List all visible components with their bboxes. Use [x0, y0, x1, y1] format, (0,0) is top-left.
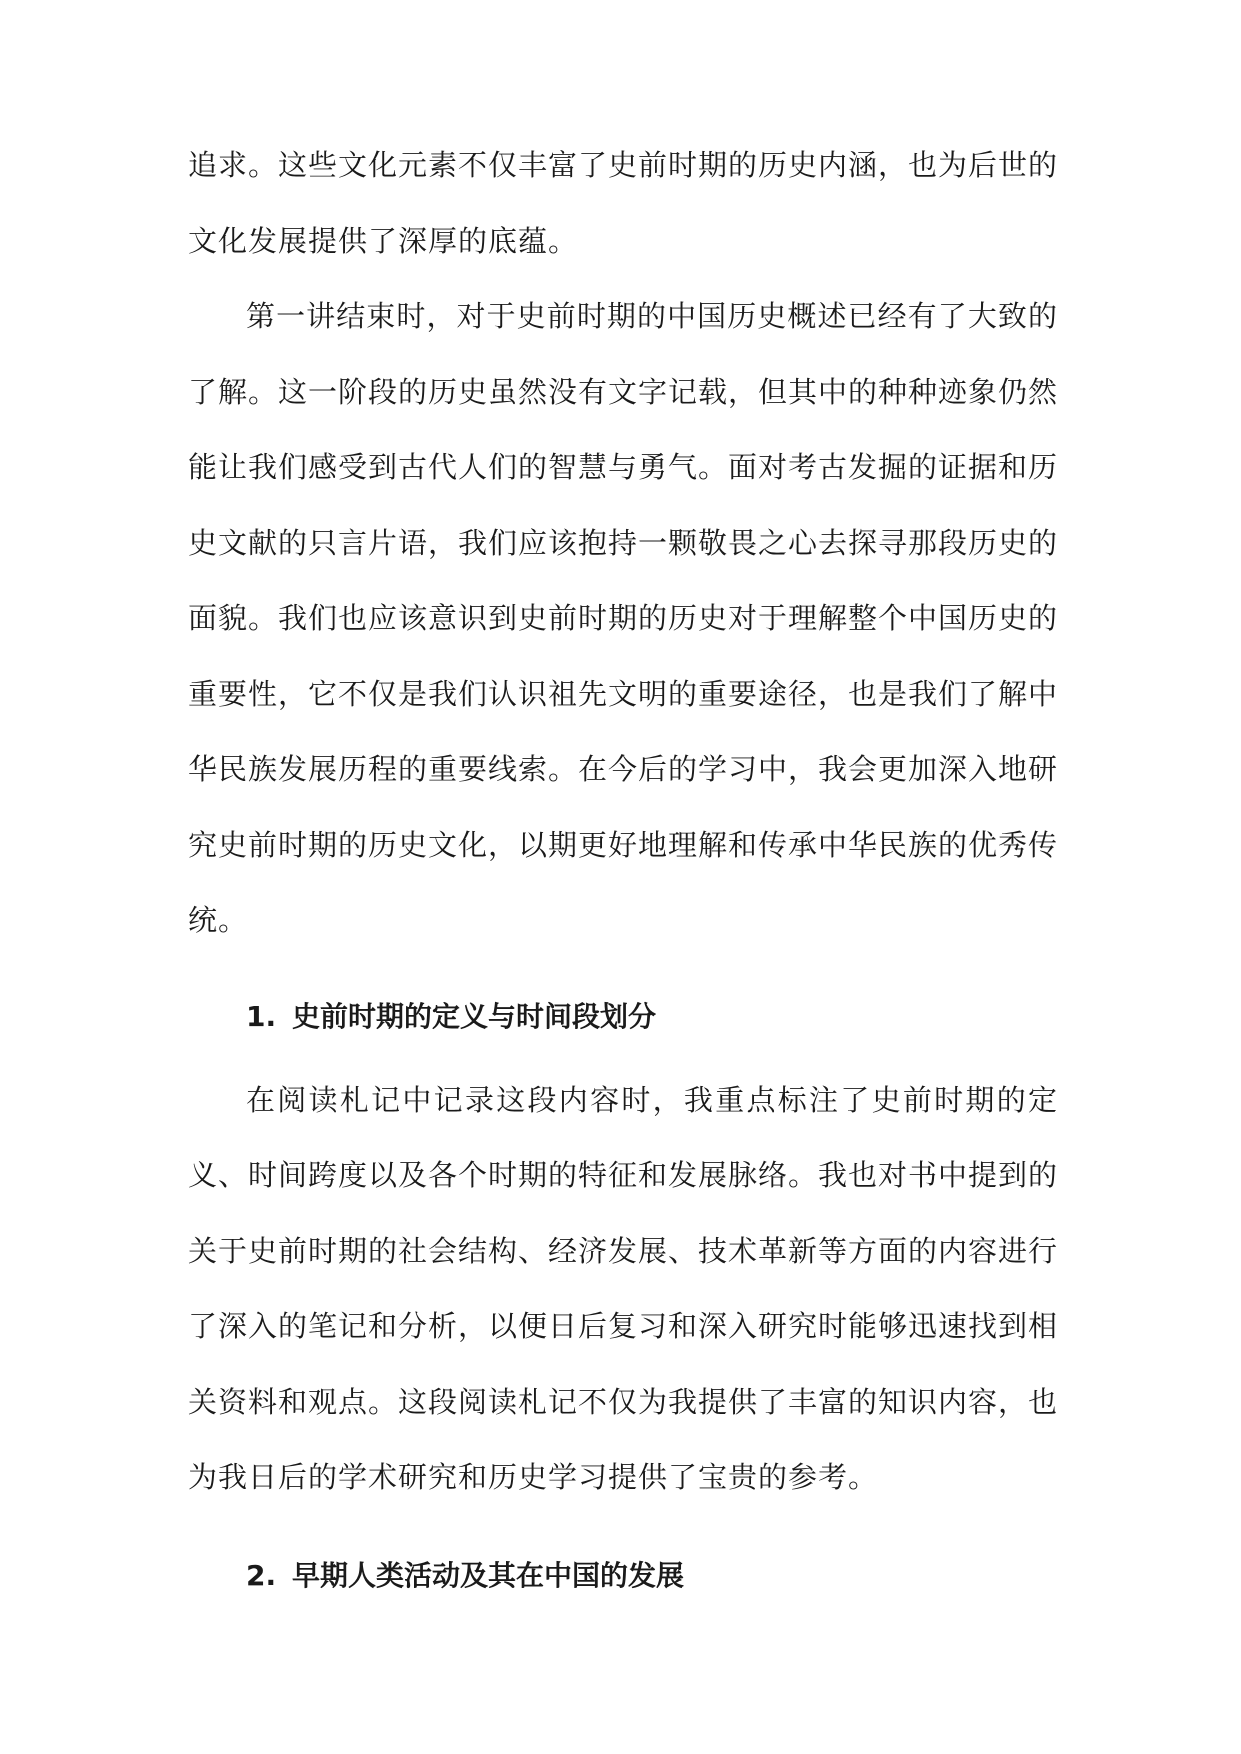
section-heading-2-title: 早期人类活动及其在中国的发展	[292, 1558, 685, 1592]
section-heading-2	[188, 1556, 1058, 1596]
section-heading-2-number: 2.	[246, 1558, 277, 1592]
document-body	[188, 128, 1058, 1596]
section-heading-1-title: 史前时期的定义与时间段划分	[292, 999, 657, 1033]
paragraph-reading-notes: 在阅读札记中记录这段内容时，我重点标注了史前时期的定义、时间跨度以及各个时期的特征和发展脉络。我也对书中提到的关于史前时期的社会结构、经济发展、技术革新等方面的内容进行了深入的笔记和分析，以便日后复习和深入研究时能够迅速找到相关资料和观点。这段阅读札记不仅为我提供了丰富的知识内容，也为我日后的学术研究和历史学习提供了宝贵的参考。	[188, 1082, 1059, 1494]
paragraph-lecture-summary: 第一讲结束时，对于史前时期的中国历史概述已经有了大致的了解。这一阶段的历史虽然没有文字记载，但其中的种种迹象仍然能让我们感受到古代人们的智慧与勇气。面对考古发掘的证据和历史文献的只言片语，我们应该抱持一颗敬畏之心去探寻那段历史的面貌。我们也应该意识到史前时期的历史对于理解整个中国历史的重要性，它不仅是我们认识祖先文明的重要途径，也是我们了解中华民族发展历程的重要线索。在今后的学习中，我会更加深入地研究史前时期的历史文化，以期更好地理解和传承中华民族的优秀传统。	[188, 299, 1059, 937]
section-heading-1-number: 1.	[246, 999, 277, 1033]
paragraph-continuation: 追求。这些文化元素不仅丰富了史前时期的历史内涵，也为后世的文化发展提供了深厚的底蕴。	[188, 148, 1059, 258]
section-heading-1	[188, 997, 1058, 1037]
